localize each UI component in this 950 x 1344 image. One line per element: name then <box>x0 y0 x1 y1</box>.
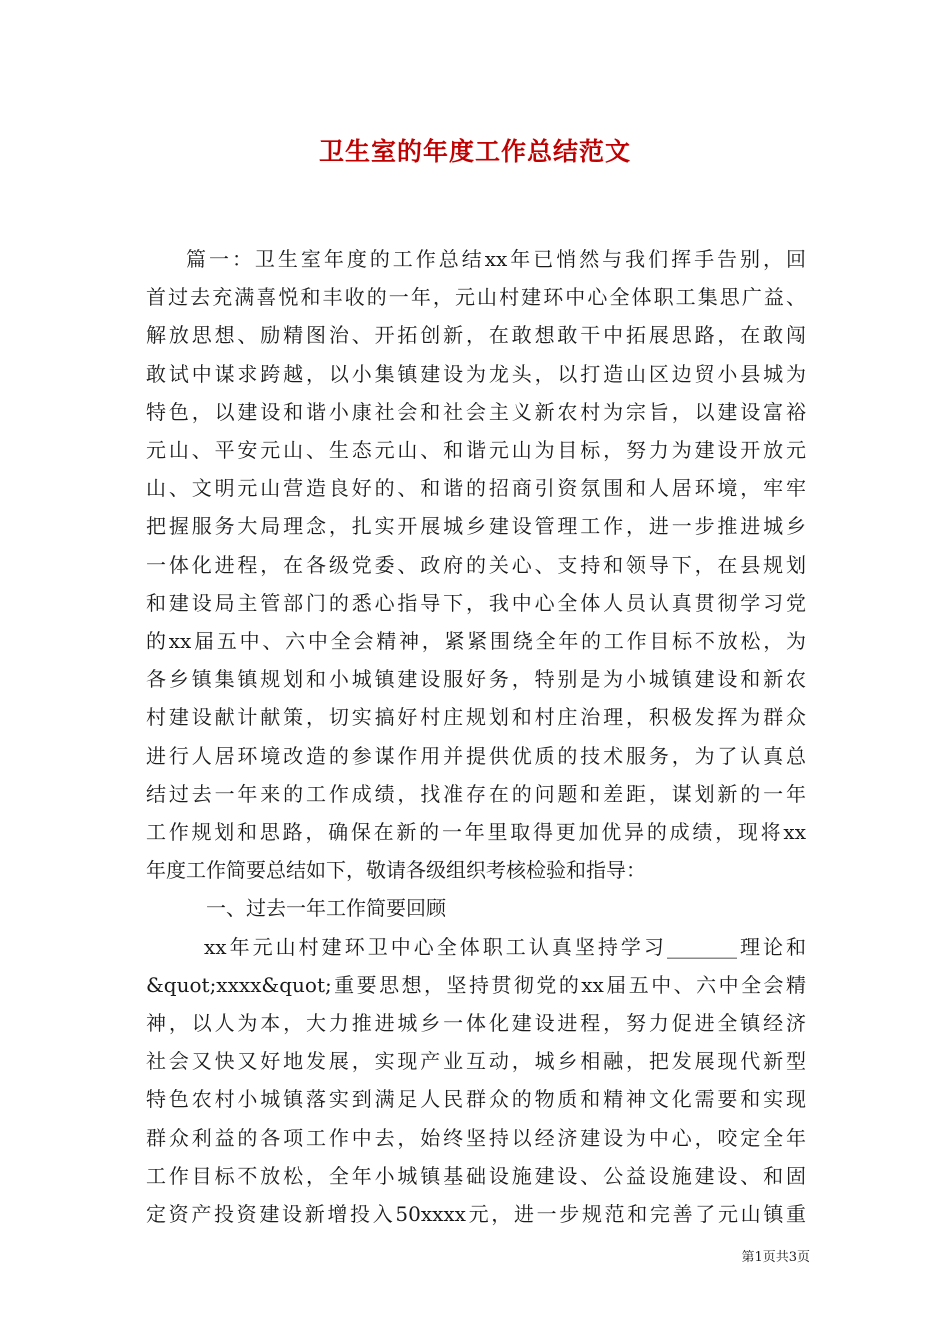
paragraph-line: 特色农村小城镇落实到满足人民群众的物质和精神文化需要和实现 <box>146 1087 806 1112</box>
paragraph-line: 定资产投资建设新增投入50xxxx元，进一步规范和完善了元山镇重 <box>146 1202 806 1226</box>
paragraph-line: 的xx届五中、六中全会精神，紧紧围绕全年的工作目标不放松，为 <box>146 629 806 653</box>
paragraph-line: 敢试中谋求跨越，以小集镇建设为龙头，以打造山区边贸小县城为 <box>146 361 806 386</box>
paragraph-line: 各乡镇集镇规划和小城镇建设服好务，特别是为小城镇建设和新农 <box>146 667 806 692</box>
section-heading: 一、过去一年工作简要回顾 <box>206 896 446 921</box>
paragraph-line: 村建设献计献策，切实搞好村庄规划和村庄治理，积极发挥为群众 <box>146 705 806 730</box>
page-number: 第1页共3页 <box>741 1250 810 1265</box>
paragraph-line: xx年元山村建环卫中心全体职工认真坚持学习_______理论和 <box>204 934 806 959</box>
paragraph-line: 特色，以建设和谐小康社会和社会主义新农村为宗旨，以建设富裕 <box>146 399 806 424</box>
paragraph-line: &quot;xxxx&quot;重要思想，坚持贯彻党的xx届五中、六中全会精 <box>146 972 806 997</box>
paragraph-line: 群众利益的各项工作中去，始终坚持以经济建设为中心，咬定全年 <box>146 1125 806 1150</box>
paragraph-line: 一体化进程，在各级党委、政府的关心、支持和领导下，在县规划 <box>146 552 806 577</box>
paragraph-line: 神，以人为本，大力推进城乡一体化建设进程，努力促进全镇经济 <box>146 1011 806 1035</box>
paragraph-line: 篇一：卫生室年度的工作总结xx年已悄然与我们挥手告别，回 <box>186 247 806 271</box>
paragraph-line: 解放思想、励精图治、开拓创新，在敢想敢干中拓展思路，在敢闯 <box>146 323 806 348</box>
paragraph-line: 工作规划和思路，确保在新的一年里取得更加优异的成绩，现将xx <box>146 820 806 844</box>
paragraph-line: 社会又快又好地发展，实现产业互动，城乡相融，把发展现代新型 <box>146 1049 806 1074</box>
paragraph-line: 年度工作简要总结如下，敬请各级组织考核检验和指导： <box>146 858 646 883</box>
paragraph-line: 元山、平安元山、生态元山、和谐元山为目标，努力为建设开放元 <box>146 438 806 462</box>
paragraph-line: 把握服务大局理念，扎实开展城乡建设管理工作，进一步推进城乡 <box>146 514 806 539</box>
paragraph-line: 结过去一年来的工作成绩，找准存在的问题和差距，谋划新的一年 <box>146 781 806 806</box>
document-title: 卫生室的年度工作总结范文 <box>318 137 631 166</box>
paragraph-line: 进行人居环境改造的参谋作用并提供优质的技术服务，为了认真总 <box>146 743 806 768</box>
paragraph-line: 山、文明元山营造良好的、和谐的招商引资氛围和人居环境，牢牢 <box>146 476 806 501</box>
paragraph-line: 首过去充满喜悦和丰收的一年，元山村建环中心全体职工集思广益、 <box>146 285 806 310</box>
paragraph-line: 和建设局主管部门的悉心指导下，我中心全体人员认真贯彻学习党 <box>146 590 806 615</box>
paragraph-line: 工作目标不放松，全年小城镇基础设施建设、公益设施建设、和固 <box>146 1163 806 1188</box>
